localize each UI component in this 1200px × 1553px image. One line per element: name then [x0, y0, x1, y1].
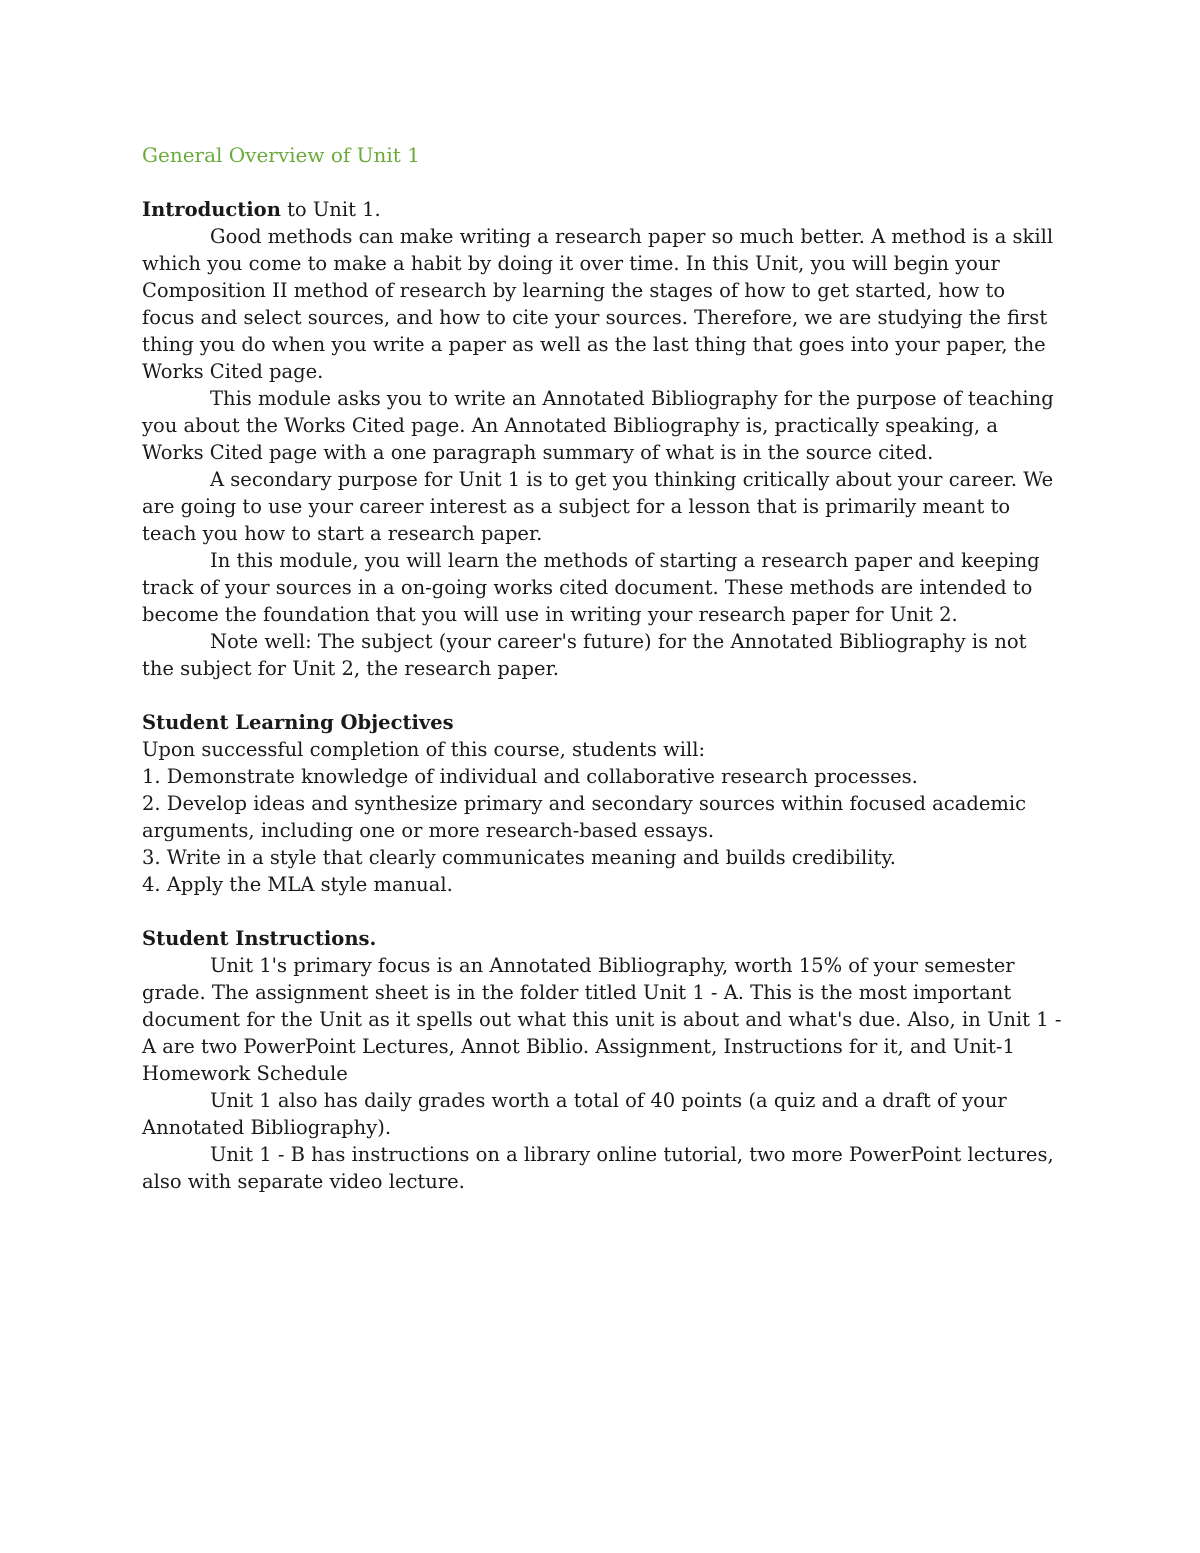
section-spacer	[142, 682, 1062, 709]
intro-heading-bold: Introduction	[142, 198, 281, 221]
section-spacer	[142, 898, 1062, 925]
intro-heading	[142, 196, 1062, 223]
objective-item-1: 1. Demonstrate knowledge of individual and collaborative research processes.	[142, 765, 918, 788]
intro-heading-rest: to Unit 1.	[280, 198, 381, 221]
objectives-lead: Upon successful completion of this course, students will:	[142, 738, 706, 761]
document-body	[142, 142, 1062, 1195]
intro-paragraph-2: This module asks you to write an Annotated Bibliography for the purpose of teaching you about the Works Cited page. An Annotated Bibliography is, practically speaking, a Works Cited page with a one paragraph summary of what is in the source cited.	[142, 387, 1054, 464]
instructions-paragraph-1: Unit 1's primary focus is an Annotated Bibliography, worth 15% of your semester grade. The assignment sheet is in the folder titled Unit 1 - A. This is the most important document for the Unit as it spells out what this unit is about and what's due. Also, in Unit 1 - A are two PowerPoint Lectures, Annot Biblio. Assignment, Instructions for it, and Unit-1 Homework Schedule	[142, 954, 1062, 1085]
intro-paragraph-4: In this module, you will learn the methods of starting a research paper and keeping track of your sources in a on-going works cited document. These methods are intended to become the foundation that you will use in writing your research paper for Unit 2.	[142, 549, 1040, 626]
document-title: General Overview of Unit 1	[142, 143, 420, 167]
instructions-paragraph-2: Unit 1 also has daily grades worth a total of 40 points (a quiz and a draft of your Annotated Bibliography).	[142, 1089, 1007, 1139]
objective-item-4: 4. Apply the MLA style manual.	[142, 873, 453, 896]
intro-paragraph-3: A secondary purpose for Unit 1 is to get you thinking critically about your career. We are going to use your career interest as a subject for a lesson that is primarily meant to teach you how to start a research paper.	[142, 468, 1054, 545]
intro-paragraph-1: Good methods can make writing a research paper so much better. A method is a skill which you come to make a habit by doing it over time. In this Unit, you will begin your Composition II method of research by learning the stages of how to get started, how to focus and select sources, and how to cite your sources. Therefore, we are studying the first thing you do when you write a paper as well as the last thing that goes into your paper, the Works Cited page.	[142, 225, 1054, 383]
objectives-heading: Student Learning Objectives	[142, 711, 454, 734]
instructions-heading: Student Instructions.	[142, 927, 377, 950]
objective-item-2: 2. Develop ideas and synthesize primary and secondary sources within focused academic arguments, including one or more research-based essays.	[142, 792, 1027, 842]
intro-paragraph-5: Note well: The subject (your career's future) for the Annotated Bibliography is not the subject for Unit 2, the research paper.	[142, 630, 1027, 680]
objective-item-3: 3. Write in a style that clearly communicates meaning and builds credibility.	[142, 846, 896, 869]
instructions-paragraph-3: Unit 1 - B has instructions on a library online tutorial, two more PowerPoint lectures, also with separate video lecture.	[142, 1143, 1054, 1193]
